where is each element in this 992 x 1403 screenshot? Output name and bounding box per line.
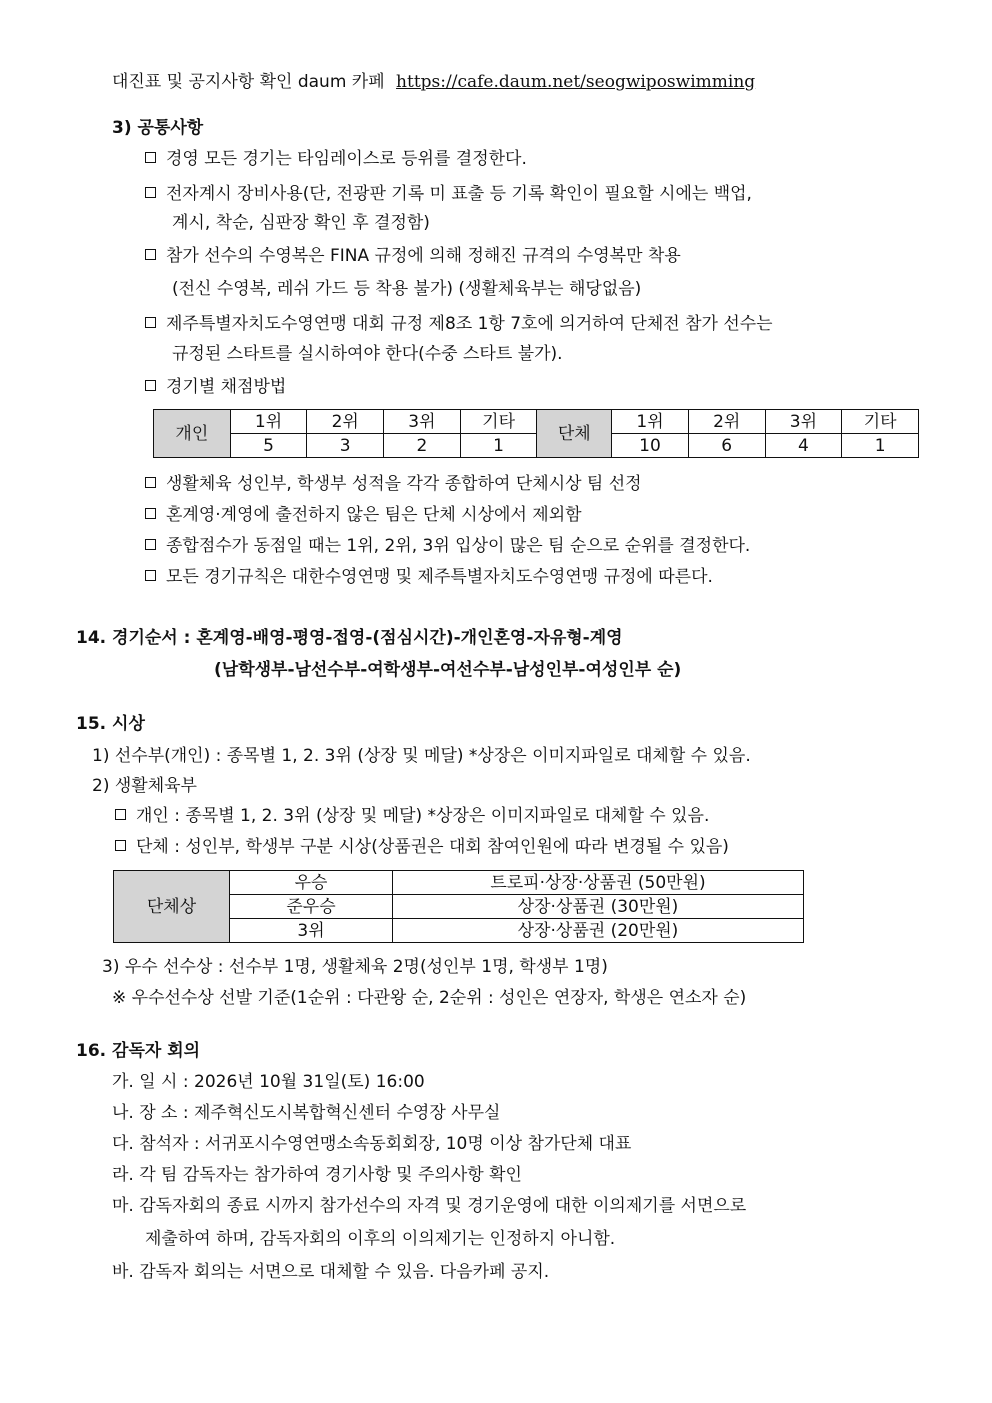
section15-item: 단체 : 성인부, 학생부 구분 시상(상품권은 대회 참여인원에 따라 변경될 수 있음) — [115, 835, 729, 859]
point-cell: 5 — [230, 434, 307, 458]
point-cell: 4 — [765, 434, 842, 458]
common-item: 종합점수가 동점일 때는 1위, 2위, 3위 입상이 많은 팀 순으로 순위를 결정한다. — [145, 534, 750, 558]
section16-item-cont: 제출하여 하며, 감독자회의 이후의 이의제기는 인정하지 아니함. — [145, 1229, 616, 1249]
rank-cell: 3위 — [765, 410, 842, 434]
common-item-cont: 계시, 착순, 심판장 확인 후 결정함) — [172, 213, 430, 233]
checkbox-icon — [145, 249, 156, 260]
rank-cell: 2위 — [307, 410, 384, 434]
common-item: 참가 선수의 수영복은 FINA 규정에 의해 정해진 규격의 수영복만 착용 — [145, 244, 681, 268]
checkbox-icon — [145, 539, 156, 550]
cafe-notice-text: 대진표 및 공지사항 확인 daum 카페 — [112, 72, 385, 92]
individual-label: 개인 — [154, 410, 231, 458]
score-table — [153, 409, 919, 458]
checkbox-icon — [145, 508, 156, 519]
section15-line: 3) 우수 선수상 : 선수부 1명, 생활체육 2명(성인부 1명, 학생부 1명) — [102, 957, 608, 977]
section14-line1: 14. 경기순서 : 혼계영-배영-평영-접영-(점심시간)-개인혼영-자유형-계영 — [76, 628, 623, 648]
cafe-link[interactable]: https://cafe.daum.net/seogwiposwimming — [396, 72, 756, 92]
award-rank: 준우승 — [230, 895, 393, 919]
section16-item: 바. 감독자 회의는 서면으로 대체할 수 있음. 다음카페 공지. — [112, 1262, 550, 1282]
rank-cell: 1위 — [612, 410, 689, 434]
checkbox-icon — [115, 809, 126, 820]
common-item-cont: 규정된 스타트를 실시하여야 한다(수중 스타트 불가). — [172, 344, 563, 364]
common-item: 혼계영·계영에 출전하지 않은 팀은 단체 시상에서 제외함 — [145, 503, 582, 527]
section15-item: 개인 : 종목별 1, 2. 3위 (상장 및 메달) *상장은 이미지파일로 대체할 수 있음. — [115, 804, 709, 828]
common-item: 생활체육 성인부, 학생부 성적을 각각 종합하여 단체시상 팀 선정 — [145, 472, 642, 496]
rank-cell: 3위 — [384, 410, 461, 434]
point-cell: 1 — [460, 434, 537, 458]
section15-heading: 15. 시상 — [76, 714, 145, 734]
point-cell: 1 — [842, 434, 919, 458]
common-item: 제주특별자치도수영연맹 대회 규정 제8조 1항 7호에 의거하여 단체전 참가 선수는 — [145, 312, 773, 336]
award-rank: 우승 — [230, 871, 393, 895]
common-item: 경영 모든 경기는 타임레이스로 등위를 결정한다. — [145, 147, 527, 171]
section16-heading: 16. 감독자 회의 — [76, 1041, 201, 1061]
point-cell: 6 — [688, 434, 765, 458]
section15-note: ※ 우수선수상 선발 기준(1순위 : 다관왕 순, 2순위 : 성인은 연장자, 학생은 연소자 순) — [112, 988, 747, 1008]
point-cell: 3 — [307, 434, 384, 458]
cafe-notice — [112, 70, 755, 94]
section16-item: 가. 일 시 : 2026년 10월 31일(토) 16:00 — [112, 1072, 425, 1092]
section16-item: 라. 각 팀 감독자는 참가하여 경기사항 및 주의사항 확인 — [112, 1165, 522, 1185]
checkbox-icon — [145, 380, 156, 391]
team-label: 단체 — [537, 410, 612, 458]
checkbox-icon — [115, 840, 126, 851]
section16-item: 다. 참석자 : 서귀포시수영연맹소속동회회장, 10명 이상 참가단체 대표 — [112, 1134, 632, 1154]
point-cell: 2 — [384, 434, 461, 458]
common-item: 전자계시 장비사용(단, 전광판 기록 미 표출 등 기록 확인이 필요할 시에는 백업, — [145, 182, 752, 206]
section16-item: 마. 감독자회의 종료 시까지 참가선수의 자격 및 경기운영에 대한 이의제기를 서면으로 — [112, 1196, 747, 1216]
checkbox-icon — [145, 187, 156, 198]
award-table — [113, 870, 804, 943]
award-label: 단체상 — [114, 871, 230, 943]
common-item-cont: (전신 수영복, 레쉬 가드 등 착용 불가) (생활체육부는 해당없음) — [172, 279, 642, 299]
section16-item: 나. 장 소 : 제주혁신도시복합혁신센터 수영장 사무실 — [112, 1103, 501, 1123]
award-prize: 상장·상품권 (30만원) — [393, 895, 804, 919]
common-item: 경기별 채점방법 — [145, 375, 286, 399]
award-prize: 트로피·상장·상품권 (50만원) — [393, 871, 804, 895]
award-rank: 3위 — [230, 919, 393, 943]
section14-line2: (남학생부-남선수부-여학생부-여선수부-남성인부-여성인부 순) — [214, 660, 682, 680]
rank-cell: 기타 — [842, 410, 919, 434]
checkbox-icon — [145, 477, 156, 488]
checkbox-icon — [145, 317, 156, 328]
common-item: 모든 경기규칙은 대한수영연맹 및 제주특별자치도수영연맹 규정에 따른다. — [145, 565, 713, 589]
rank-cell: 2위 — [688, 410, 765, 434]
section15-line: 1) 선수부(개인) : 종목별 1, 2. 3위 (상장 및 메달) *상장은 이미지파일로 대체할 수 있음. — [92, 746, 751, 766]
rank-cell: 1위 — [230, 410, 307, 434]
award-prize: 상장·상품권 (20만원) — [393, 919, 804, 943]
rank-cell: 기타 — [460, 410, 537, 434]
checkbox-icon — [145, 152, 156, 163]
section15-line: 2) 생활체육부 — [92, 776, 197, 796]
common-heading: 3) 공통사항 — [112, 118, 204, 138]
checkbox-icon — [145, 570, 156, 581]
point-cell: 10 — [612, 434, 689, 458]
